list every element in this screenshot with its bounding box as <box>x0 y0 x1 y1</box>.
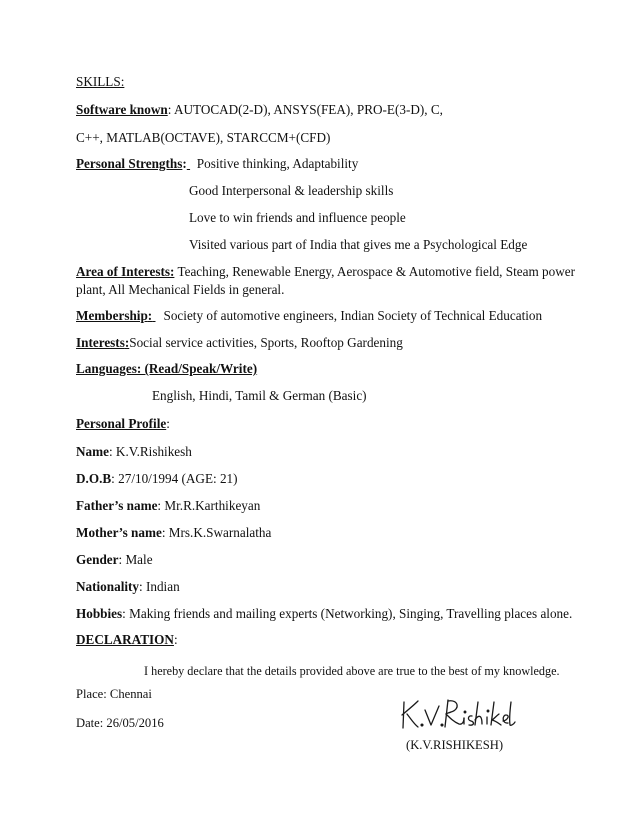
declaration-heading-colon: : <box>173 632 178 647</box>
gender-label: Gender <box>76 552 119 567</box>
strength-item: Good Interpersonal & leadership skills <box>189 183 394 198</box>
strength-item: Positive thinking, Adaptability <box>196 156 359 171</box>
strength-item-row <box>189 210 406 226</box>
membership-text: Society of automotive engineers, Indian Society of Technical Education <box>163 308 543 323</box>
strength-item: Love to win friends and influence people <box>189 210 406 225</box>
area-label: Area of Interests <box>76 264 170 279</box>
hobbies-row <box>76 606 572 622</box>
membership-line <box>76 308 542 324</box>
signatory-line <box>406 737 503 753</box>
mother-row <box>76 525 271 541</box>
interests-text: Social service activities, Sports, Rooftop Gardening <box>129 335 403 350</box>
membership-underline-gap <box>152 308 160 324</box>
membership-colon: : <box>147 308 153 323</box>
declaration-heading-text: DECLARATION <box>76 632 174 647</box>
skills-heading-text: SKILLS: <box>76 74 125 89</box>
membership-label: Membership <box>76 308 148 323</box>
interests-colon: : <box>124 335 130 350</box>
gender-row <box>76 552 153 568</box>
area-text-2: plant, All Mechanical Fields in general. <box>76 282 285 297</box>
hobbies-value: : Making friends and mailing experts (Networking), Singing, Travelling places alone. <box>122 606 573 621</box>
dob-row <box>76 471 238 487</box>
mother-value: : Mrs.K.Swarnalatha <box>161 525 272 540</box>
interests-label: Interests <box>76 335 125 350</box>
languages-label: Languages: (Read/Speak/Write) <box>76 361 258 376</box>
name-row <box>76 444 192 460</box>
profile-heading-text: Personal Profile <box>76 416 167 431</box>
software-text-1: : AUTOCAD(2-D), ANSYS(FEA), PRO-E(3-D), C, <box>167 102 443 117</box>
date-text: Date: 26/05/2016 <box>76 716 164 730</box>
languages-text: English, Hindi, Tamil & German (Basic) <box>152 388 367 403</box>
strength-item: Visited various part of India that gives me a Psychological Edge <box>189 237 528 252</box>
area-colon: : <box>170 264 175 279</box>
date-line <box>76 715 164 731</box>
name-value: : K.V.Rishikesh <box>108 444 192 459</box>
nationality-value: : Indian <box>139 579 180 594</box>
hobbies-label: Hobbies <box>76 606 123 621</box>
software-label: Software known <box>76 102 168 117</box>
languages-line <box>152 388 367 404</box>
nationality-row <box>76 579 180 595</box>
declaration-text <box>144 663 560 679</box>
software-text-2: C++, MATLAB(OCTAVE), STARCCM+(CFD) <box>76 130 331 145</box>
mother-label: Mother’s name <box>76 525 162 540</box>
gender-value: : Male <box>118 552 153 567</box>
signatory-name: (K.V.RISHIKESH) <box>406 738 504 752</box>
strengths-colon: : <box>182 156 187 171</box>
software-known-line <box>76 102 443 118</box>
strength-item-row <box>189 237 527 253</box>
dob-label: D.O.B <box>76 471 112 486</box>
area-text-1: Teaching, Renewable Energy, Aerospace & Automotive field, Steam power <box>177 264 575 279</box>
signature-image <box>398 696 516 732</box>
skills-heading <box>76 74 124 90</box>
personal-strengths-line <box>76 156 358 172</box>
place-text: Place: Chennai <box>76 687 152 701</box>
area-of-interests-line-2 <box>76 282 284 298</box>
father-value: : Mr.R.Karthikeyan <box>157 498 261 513</box>
profile-heading-colon: : <box>166 416 170 431</box>
name-label: Name <box>76 444 109 459</box>
declaration-statement: I hereby declare that the details provided above are true to the best of my knowledge. <box>144 664 560 678</box>
place-line <box>76 686 152 702</box>
software-known-line-2 <box>76 130 330 146</box>
interests-line <box>76 335 403 351</box>
declaration-heading <box>76 632 178 648</box>
dob-value: : 27/10/1994 (AGE: 21) <box>111 471 238 486</box>
area-of-interests-line <box>76 264 575 280</box>
strengths-label: Personal Strengths <box>76 156 183 171</box>
personal-profile-heading <box>76 416 170 432</box>
father-label: Father’s name <box>76 498 158 513</box>
strength-item-row <box>189 183 393 199</box>
languages-heading <box>76 361 257 377</box>
father-row <box>76 498 260 514</box>
strengths-underline-gap <box>187 156 195 172</box>
nationality-label: Nationality <box>76 579 140 594</box>
